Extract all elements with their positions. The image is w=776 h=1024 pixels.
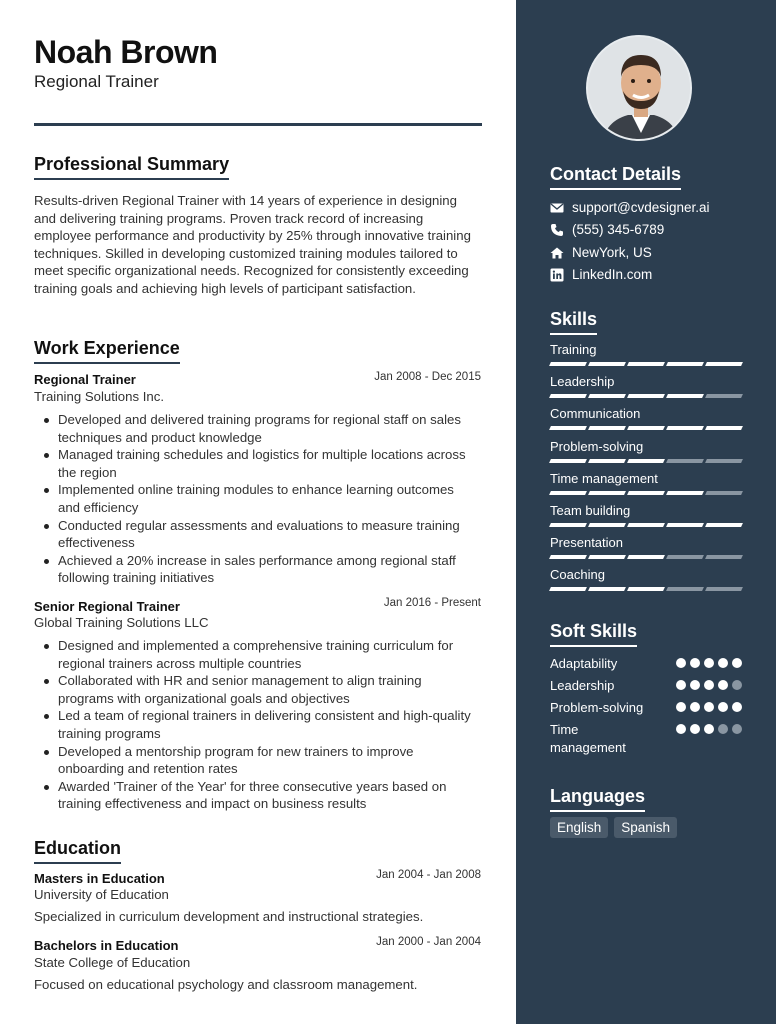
skill-segment bbox=[666, 362, 704, 366]
soft-skill-rating bbox=[676, 658, 742, 668]
skill-segment bbox=[666, 459, 704, 463]
bullet-item: Collaborated with HR and senior management to align training programs with organizational goals and objectives bbox=[34, 672, 486, 707]
contact-email[interactable] bbox=[550, 200, 710, 215]
skill-segment bbox=[588, 555, 626, 559]
phone-icon bbox=[550, 223, 564, 237]
skill-segment bbox=[627, 394, 665, 398]
linkedin-icon bbox=[550, 268, 564, 282]
skill-segment bbox=[588, 587, 626, 591]
soft-skill-rating bbox=[676, 680, 742, 690]
soft-skill-label: Problem-solving bbox=[550, 700, 644, 715]
skill-label: Problem-solving bbox=[550, 438, 644, 454]
skill-segment bbox=[666, 587, 704, 591]
skill-label: Training bbox=[550, 342, 597, 357]
soft-skill-item bbox=[550, 677, 742, 695]
rating-dot bbox=[718, 680, 728, 690]
job-bullets bbox=[34, 411, 486, 587]
school-name: State College of Education bbox=[34, 955, 191, 970]
skill-label: Time management bbox=[550, 470, 658, 486]
school-name: University of Education bbox=[34, 887, 169, 902]
skill-segment bbox=[666, 491, 704, 495]
language-chip: Spanish bbox=[614, 817, 677, 838]
skill-item bbox=[550, 342, 742, 366]
envelope-icon bbox=[550, 201, 564, 215]
skill-level-bar bbox=[550, 362, 742, 366]
candidate-role: Regional Trainer bbox=[34, 72, 159, 91]
contact-heading: Contact Details bbox=[550, 164, 681, 190]
rating-dot bbox=[732, 680, 742, 690]
skill-segment bbox=[588, 523, 626, 527]
job-title: Regional Trainer bbox=[34, 372, 136, 387]
rating-dot bbox=[732, 724, 742, 734]
skill-segment bbox=[666, 523, 704, 527]
rating-dot bbox=[718, 724, 728, 734]
bullet-item: Developed a mentorship program for new trainers to improve onboarding and retention rates bbox=[34, 743, 486, 778]
rating-dot bbox=[676, 724, 686, 734]
rating-dot bbox=[704, 702, 714, 712]
job-dates: Jan 2016 - Present bbox=[383, 597, 481, 609]
degree-dates: Jan 2004 - Jan 2008 bbox=[376, 869, 481, 881]
skill-segment bbox=[627, 491, 665, 495]
summary-heading: Professional Summary bbox=[34, 154, 229, 180]
skill-segment bbox=[666, 394, 704, 398]
rating-dot bbox=[732, 702, 742, 712]
avatar-illustration bbox=[588, 37, 692, 141]
summary-line: and delivering training programs. Proven track record of increasing bbox=[34, 210, 424, 226]
job-company: Training Solutions Inc. bbox=[34, 389, 164, 404]
linkedin-text: LinkedIn.com bbox=[572, 267, 653, 282]
skill-label: Coaching bbox=[550, 567, 605, 583]
soft-skill-item bbox=[550, 699, 742, 717]
soft-skill-rating bbox=[676, 702, 742, 712]
candidate-name: Noah Brown bbox=[34, 34, 218, 70]
skill-segment bbox=[588, 459, 626, 463]
skill-segment bbox=[549, 426, 587, 430]
skill-level-bar bbox=[550, 426, 742, 430]
rating-dot bbox=[704, 724, 714, 734]
skill-segment bbox=[549, 491, 587, 495]
skill-segment bbox=[588, 426, 626, 430]
job-bullets bbox=[34, 637, 486, 813]
bullet-item: Led a team of regional trainers in delivering consistent and high-quality training programs bbox=[34, 707, 486, 742]
rating-dot bbox=[690, 724, 700, 734]
skill-segment bbox=[666, 426, 704, 430]
skill-segment bbox=[705, 362, 743, 366]
rating-dot bbox=[676, 658, 686, 668]
skill-item bbox=[550, 567, 742, 591]
rating-dot bbox=[704, 658, 714, 668]
phone-text: (555) 345-6789 bbox=[572, 222, 665, 237]
skill-segment bbox=[627, 362, 665, 366]
email-text: support@cvdesigner.ai bbox=[572, 200, 710, 215]
skill-level-bar bbox=[550, 555, 742, 559]
rating-dot bbox=[718, 658, 728, 668]
skill-item bbox=[550, 535, 742, 559]
rating-dot bbox=[676, 702, 686, 712]
skill-segment bbox=[705, 491, 743, 495]
soft-skill-label: Leadership bbox=[550, 678, 615, 693]
skill-segment bbox=[588, 394, 626, 398]
header-divider bbox=[34, 123, 482, 126]
education-heading: Education bbox=[34, 838, 121, 864]
skill-segment bbox=[705, 587, 743, 591]
skill-level-bar bbox=[550, 459, 742, 463]
skill-item bbox=[550, 471, 742, 495]
skill-segment bbox=[588, 362, 626, 366]
soft-skill-label: Time management bbox=[550, 722, 626, 755]
location-text: NewYork, US bbox=[572, 245, 652, 260]
skill-item bbox=[550, 439, 742, 463]
home-icon bbox=[550, 246, 564, 260]
rating-dot bbox=[704, 680, 714, 690]
skill-level-bar bbox=[550, 394, 742, 398]
skill-label: Presentation bbox=[550, 535, 623, 551]
work-heading: Work Experience bbox=[34, 338, 180, 364]
summary-line: training goals and achieving high levels of participant satisfaction. bbox=[34, 280, 416, 296]
skill-segment bbox=[549, 587, 587, 591]
skill-segment bbox=[588, 491, 626, 495]
bullet-item: Achieved a 20% increase in sales performance among regional staff following training initiatives bbox=[34, 552, 486, 587]
bullet-item: Implemented online training modules to enhance learning outcomes and efficiency bbox=[34, 481, 486, 516]
skill-segment bbox=[705, 394, 743, 398]
degree-title: Masters in Education bbox=[34, 871, 165, 886]
bullet-item: Designed and implemented a comprehensive training curriculum for regional trainers across multiple countries bbox=[34, 637, 486, 672]
skill-label: Communication bbox=[550, 406, 641, 422]
soft-skills-heading: Soft Skills bbox=[550, 621, 637, 647]
skill-segment bbox=[705, 523, 743, 527]
job-dates: Jan 2008 - Dec 2015 bbox=[374, 371, 481, 383]
soft-skill-item bbox=[550, 721, 742, 757]
job-company: Global Training Solutions LLC bbox=[34, 615, 209, 630]
summary-line: employee performance and productivity by 25% through innovative training bbox=[34, 228, 471, 244]
summary-text bbox=[34, 192, 484, 298]
skill-label: Leadership bbox=[550, 374, 615, 390]
profile-photo bbox=[586, 35, 692, 141]
skill-segment bbox=[627, 426, 665, 430]
job-title: Senior Regional Trainer bbox=[34, 599, 180, 614]
skill-segment bbox=[627, 555, 665, 559]
soft-skill-rating bbox=[676, 724, 742, 734]
rating-dot bbox=[690, 658, 700, 668]
rating-dot bbox=[732, 658, 742, 668]
degree-description: Focused on educational psychology and classroom management. bbox=[34, 977, 418, 992]
skill-segment bbox=[666, 555, 704, 559]
skill-item bbox=[550, 503, 742, 527]
summary-line: meet specific organizational needs. Recognized for consistently exceeding bbox=[34, 263, 469, 279]
skill-level-bar bbox=[550, 587, 742, 591]
bullet-item: Awarded 'Trainer of the Year' for three consecutive years based on training effectiveness and impact on business results bbox=[34, 778, 486, 813]
skill-level-bar bbox=[550, 491, 742, 495]
degree-title: Bachelors in Education bbox=[34, 938, 179, 953]
skill-segment bbox=[549, 394, 587, 398]
bullet-item: Conducted regular assessments and evaluations to measure training effectiveness bbox=[34, 517, 486, 552]
soft-skill-label: Adaptability bbox=[550, 656, 618, 671]
summary-line: Results-driven Regional Trainer with 14 years of experience in designing bbox=[34, 193, 457, 208]
soft-skill-item bbox=[550, 655, 742, 673]
skill-segment bbox=[549, 523, 587, 527]
languages-list bbox=[550, 817, 677, 838]
skill-item bbox=[550, 406, 742, 430]
skill-segment bbox=[549, 459, 587, 463]
skill-segment bbox=[705, 459, 743, 463]
skill-segment bbox=[705, 555, 743, 559]
skill-segment bbox=[549, 362, 587, 366]
bullet-item: Managed training schedules and logistics for multiple locations across the region bbox=[34, 446, 486, 481]
summary-line: techniques. Skilled in developing customized training modules tailored to bbox=[34, 245, 458, 261]
skill-segment bbox=[627, 587, 665, 591]
skill-segment bbox=[705, 426, 743, 430]
bullet-item: Developed and delivered training programs for regional staff on sales techniques and product knowledge bbox=[34, 411, 486, 446]
rating-dot bbox=[718, 702, 728, 712]
rating-dot bbox=[690, 680, 700, 690]
rating-dot bbox=[676, 680, 686, 690]
skill-segment bbox=[549, 555, 587, 559]
skill-segment bbox=[627, 459, 665, 463]
skill-label: Team building bbox=[550, 503, 631, 518]
contact-location bbox=[550, 245, 652, 260]
degree-description: Specialized in curriculum development and instructional strategies. bbox=[34, 909, 424, 924]
skill-level-bar bbox=[550, 523, 742, 527]
skill-item bbox=[550, 374, 742, 398]
rating-dot bbox=[690, 702, 700, 712]
contact-phone[interactable] bbox=[550, 222, 664, 237]
skill-segment bbox=[627, 523, 665, 527]
language-chip: English bbox=[550, 817, 608, 838]
degree-dates: Jan 2000 - Jan 2004 bbox=[376, 936, 481, 948]
contact-linkedin[interactable] bbox=[550, 267, 652, 282]
skills-heading: Skills bbox=[550, 309, 597, 335]
languages-heading: Languages bbox=[550, 786, 645, 812]
sidebar bbox=[516, 0, 776, 1024]
